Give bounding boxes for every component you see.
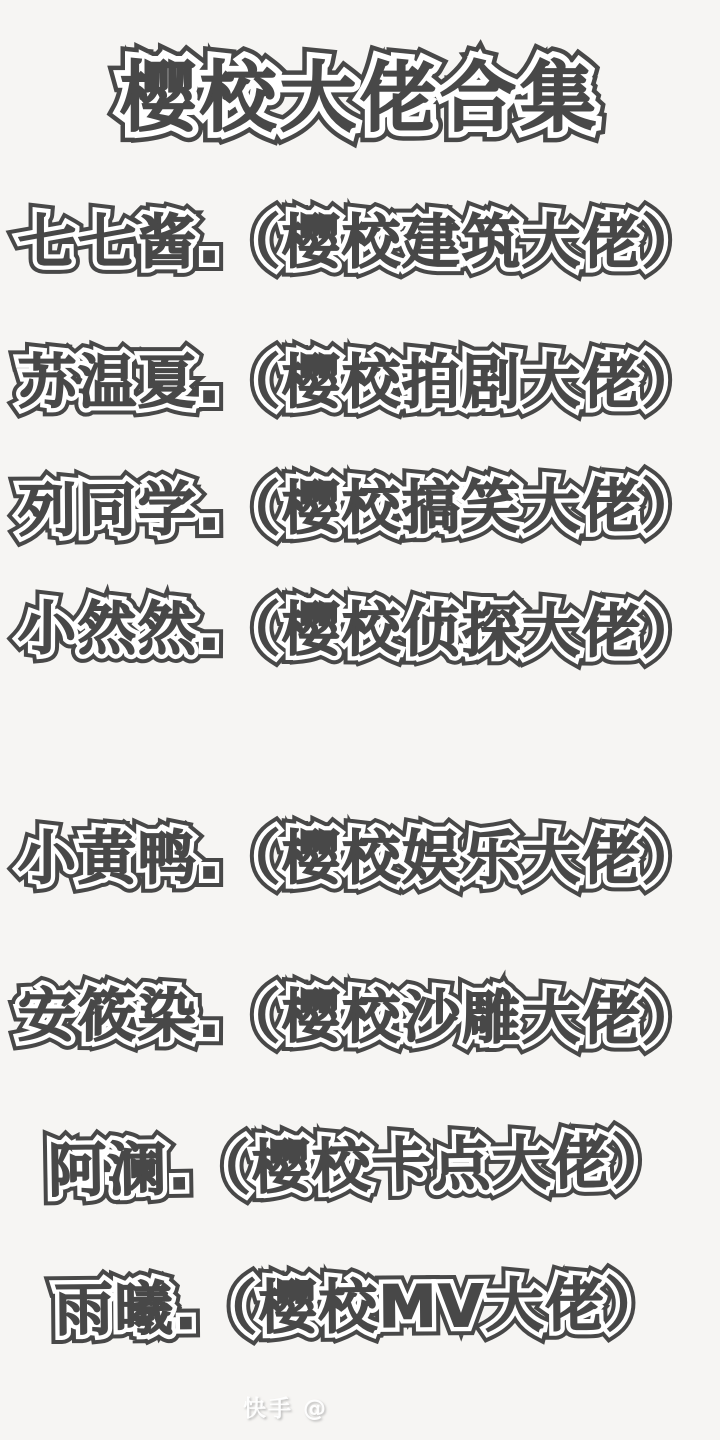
roster-line-lietongxue: 列同学.（樱校搞笑大佬） 列同学.（樱校搞笑大佬） 列同学.（樱校搞笑大佬） <box>0 462 720 553</box>
roster-line-xiaoranran: 小然然.（樱校侦探大佬） 小然然.（樱校侦探大佬） 小然然.（樱校侦探大佬） <box>0 585 720 675</box>
roster-line-suwenxia: 苏温夏.（樱校拍剧大佬） 苏温夏.（樱校拍剧大佬） 苏温夏.（樱校拍剧大佬） <box>0 339 720 425</box>
roster-line-yuxi: 雨曦.（樱校MV大佬） 雨曦.（樱校MV大佬） 雨曦.（樱校MV大佬） <box>0 1261 720 1353</box>
roster-line-anxiaoran: 安筱染.（樱校沙雕大佬） 安筱染.（樱校沙雕大佬） 安筱染.（樱校沙雕大佬） <box>0 972 720 1062</box>
roster-line-qiqijiang: 七七酱.（樱校建筑大佬） 七七酱.（樱校建筑大佬） 七七酱.（樱校建筑大佬） <box>0 199 720 285</box>
roster-line-xiaohuangya: 小黄鸭.（樱校娱乐大佬） 小黄鸭.（樱校娱乐大佬） 小黄鸭.（樱校娱乐大佬） <box>0 815 720 901</box>
poster-title: 樱校大佬合集 樱校大佬合集 樱校大佬合集 <box>0 52 720 144</box>
kuaishou-watermark: 快手 @ <box>243 1396 329 1422</box>
roster-line-alan: 阿澜.（樱校卡点大佬） 阿澜.（樱校卡点大佬） 阿澜.（樱校卡点大佬） <box>0 1117 720 1214</box>
